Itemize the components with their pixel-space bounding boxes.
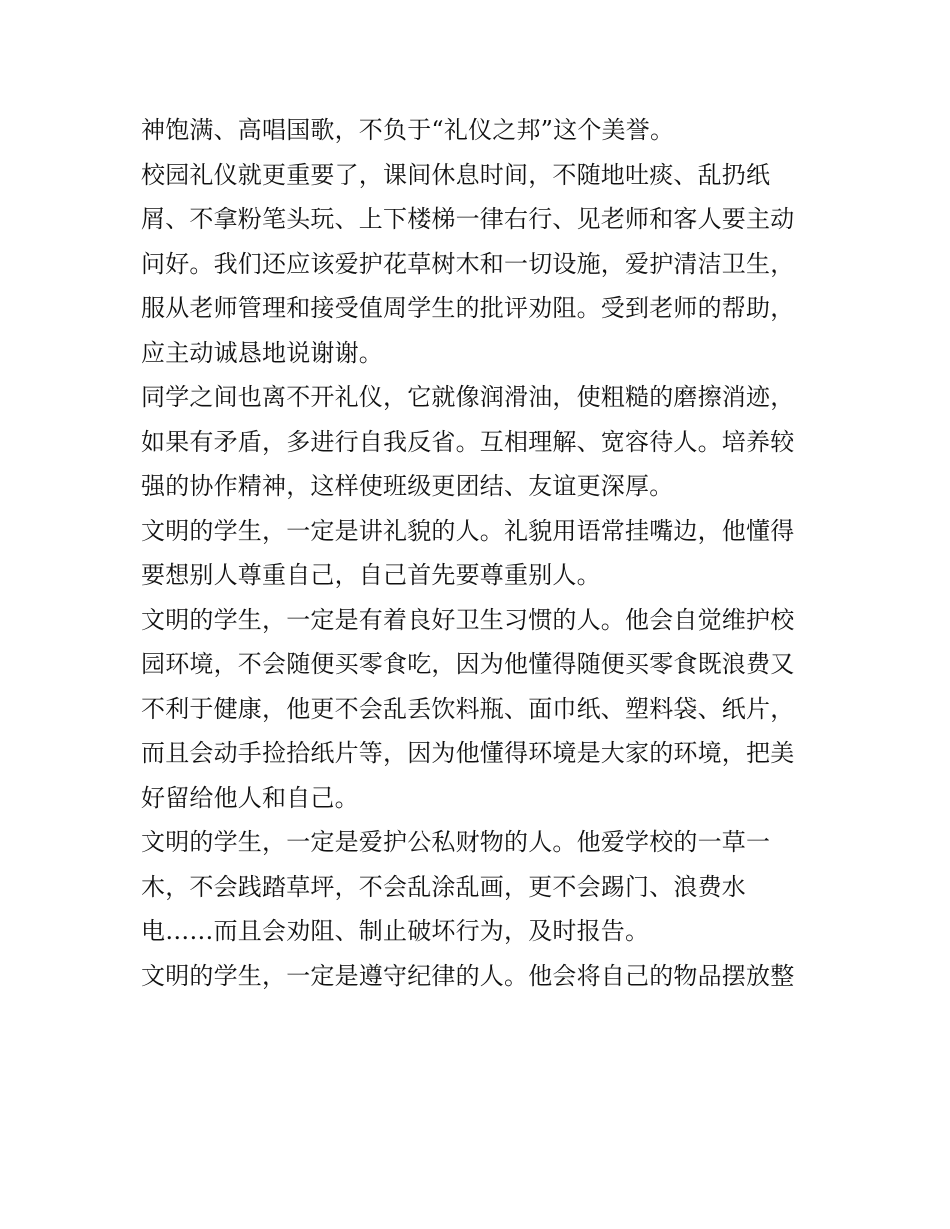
- text-line: 好留给他人和自己。: [141, 783, 359, 812]
- text-line: 园环境，不会随便买零食吃，因为他懂得随便买零食既浪费又: [141, 650, 795, 678]
- text-line: 要想别人尊重自己，自己首先要尊重别人。: [141, 561, 601, 589]
- text-line: 应主动诚恳地说谢谢。: [141, 338, 383, 367]
- text-line: 神饱满、高唱国歌，不负于“礼仪之邦”这个美誉。: [141, 116, 675, 144]
- text-line: 同学之间也离不开礼仪，它就像润滑油，使粗糙的磨擦消迹，: [141, 383, 795, 411]
- document-body: [141, 108, 821, 998]
- text-line: 强的协作精神，这样使班级更团结、友谊更深厚。: [141, 472, 674, 500]
- text-line: 文明的学生，一定是遵守纪律的人。他会将自己的物品摆放整: [141, 961, 795, 990]
- text-line: 文明的学生，一定是讲礼貌的人。礼貌用语常挂嘴边，他懂得: [141, 516, 795, 545]
- text-line: 屑、不拿粉笔头玩、上下楼梯一律右行、见老师和客人要主动: [141, 205, 795, 233]
- text-line: 木，不会践踏草坪，不会乱涂乱画，更不会踢门、浪费水: [141, 872, 746, 901]
- text-line: 服从老师管理和接受值周学生的批评劝阻。受到老师的帮助，: [141, 294, 795, 322]
- text-line: 问好。我们还应该爱护花草树木和一切设施，爱护清洁卫生，: [141, 249, 795, 278]
- text-line: 文明的学生，一定是有着良好卫生习惯的人。他会自觉维护校: [141, 605, 795, 634]
- text-line: 如果有矛盾，多进行自我反省。互相理解、宽容待人。培养较: [141, 427, 795, 456]
- text-line: 校园礼仪就更重要了，课间休息时间，不随地吐痰、乱扔纸: [141, 160, 771, 189]
- text-line: 不利于健康，他更不会乱丢饮料瓶、面巾纸、塑料袋、纸片，: [141, 694, 795, 723]
- text-line: 电……而且会劝阻、制止破坏行为，及时报告。: [141, 917, 650, 945]
- text-line: 文明的学生，一定是爱护公私财物的人。他爱学校的一草一: [141, 828, 771, 856]
- text-line: 而且会动手捡拾纸片等，因为他懂得环境是大家的环境，把美: [141, 739, 795, 767]
